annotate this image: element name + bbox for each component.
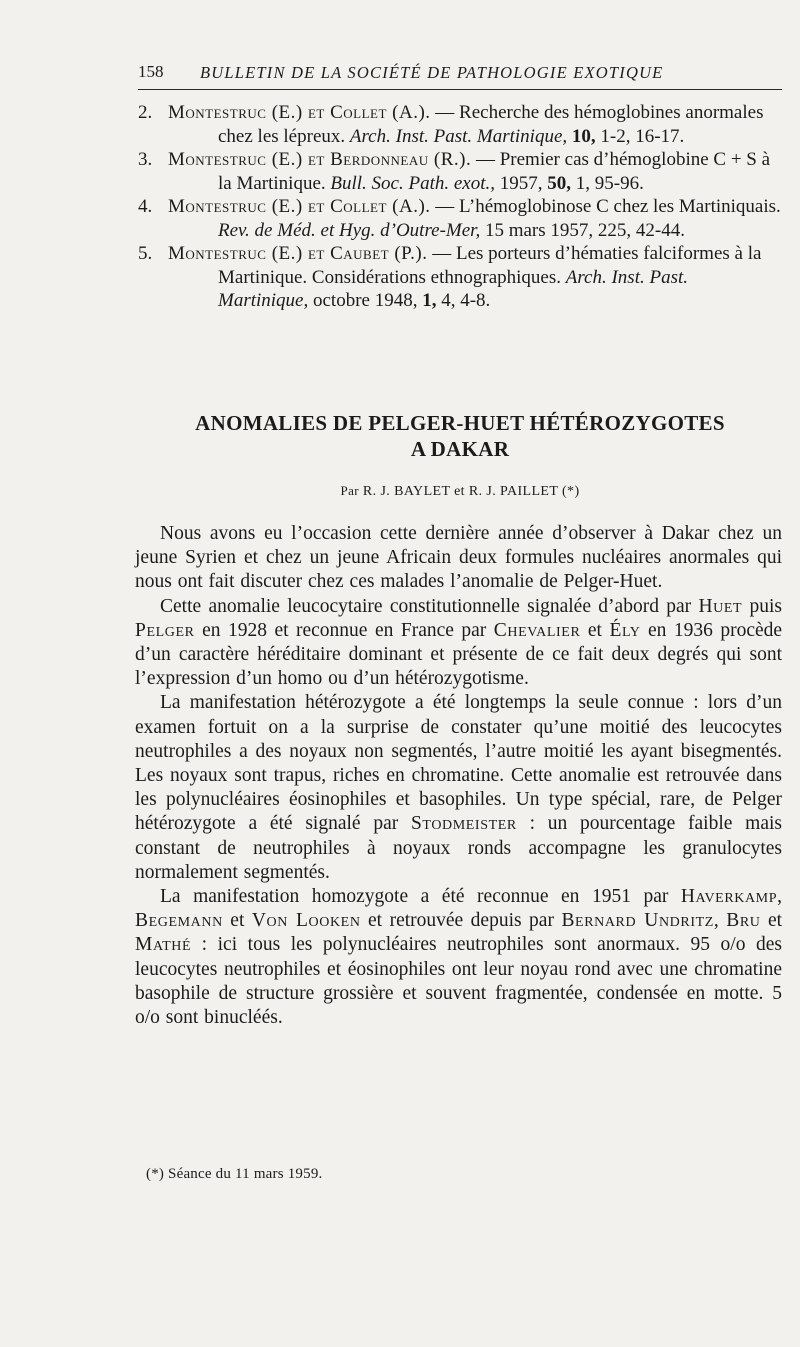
byline-prefix: Par	[340, 483, 359, 498]
reference-details: 4, 4-8.	[441, 290, 491, 311]
reference-source: Rev. de Méd. et Hyg. d’Outre-Mer,	[218, 219, 481, 241]
author-name: Ély	[609, 619, 641, 641]
reference-title: — Premier cas d’hémoglobine C + S à la Martinique.	[218, 149, 771, 194]
reference-year: 1957,	[499, 172, 543, 194]
reference-title: — Les porteurs d’hématies falciformes à la Martinique. Considérations ethnographiques.	[218, 243, 762, 288]
reference-volume: 10,	[571, 125, 596, 147]
author-name: Pelger	[135, 619, 195, 641]
text-run: et retrouvée depuis par	[368, 910, 554, 932]
text-run: La manifestation hétérozygote a été longtemps la seule connue : lors d’un examen fortuit on a la surprise de constater qu’une moitié des leucocytes neutrophiles a des noyaux non segmentés, l’autre moitié les ayant bisegmentés. Les noyaux sont trapus, riches en chromatine. Cette anomalie est retrouvée dans les polynucléaires éosinophiles et basophiles. Un type spécial, rare, de Pelger hétérozygote a été signalé par	[135, 692, 782, 835]
reference-authors: Montestruc (E.) et Collet (A.).	[168, 196, 431, 217]
reference-list	[138, 101, 782, 313]
article-title-line-1: ANOMALIES DE PELGER-HUET HÉTÉROZYGOTES	[195, 411, 725, 435]
text-run: puis	[749, 595, 782, 617]
text-run: en 1936 procède d’un caractère héréditaire dominant et présente de ce fait deux degrés qui sont l’expression d’un homo ou d’un hétérozygotisme.	[135, 619, 783, 690]
text-run: et	[230, 910, 245, 932]
article-body	[135, 522, 782, 1030]
text-run: et	[587, 619, 602, 641]
reference-authors: Montestruc (E.) et Caubet (P.).	[168, 243, 428, 264]
running-head	[138, 60, 780, 86]
author-name: Chevalier	[493, 619, 581, 641]
footnote	[146, 1166, 322, 1183]
reference-number: 2.	[138, 102, 153, 123]
reference-number: 5.	[138, 243, 153, 264]
byline-authors: R. J. BAYLET et R. J. PAILLET	[362, 484, 559, 499]
article-title-line-2: A DAKAR	[410, 437, 510, 461]
text-run: en 1928 et reconnue en France par	[202, 619, 487, 641]
reference-item	[138, 101, 782, 148]
paragraph	[135, 595, 782, 692]
text-run: ,	[777, 886, 782, 908]
text-run: et	[768, 910, 783, 932]
byline-footnote-mark: (*)	[562, 484, 580, 499]
text-run: : ici tous les polynucléaires neutrophiles sont anormaux. 95 o/o des leucocytes neutrophiles et éosinophiles ont leur noyau rond avec une chromatine basophile de structure grossière et souvent fragmentée, condensée en motte. 5 o/o sont binucléés.	[135, 934, 782, 1029]
author-name: Huet	[698, 595, 743, 617]
header-rule	[138, 89, 782, 90]
author-name: Von Looken	[251, 910, 361, 932]
reference-authors: Montestruc (E.) et Berdonneau (R.).	[168, 149, 472, 170]
text-run: ,	[713, 910, 719, 932]
reference-source: Arch. Inst. Past. Martinique,	[349, 125, 568, 147]
reference-title: — L’hémoglobinose C chez les Martiniquais.	[435, 196, 781, 217]
text-run: Cette anomalie leucocytaire constitutionnelle signalée d’abord par	[160, 595, 692, 617]
reference-item	[138, 242, 782, 313]
author-name: Bru	[726, 910, 761, 932]
footnote-mark: (*)	[146, 1166, 165, 1182]
paragraph	[135, 885, 782, 1030]
reference-number: 3.	[138, 149, 153, 170]
reference-details: 1-2, 16-17.	[600, 125, 685, 147]
reference-source: Arch. Inst. Past. Martinique,	[218, 266, 689, 311]
reference-item	[138, 195, 782, 242]
page-number: 158	[138, 62, 164, 81]
text-run: La manifestation homozygote a été reconnue en 1951 par	[160, 886, 669, 908]
author-name: Stodmeister	[410, 813, 517, 835]
author-name: Bernard Undritz	[561, 910, 714, 932]
reference-number: 4.	[138, 196, 153, 217]
reference-date: octobre 1948,	[313, 290, 418, 311]
article-title	[138, 410, 782, 462]
author-name: Begemann	[135, 910, 223, 932]
reference-volume: 50,	[547, 172, 572, 194]
journal-title: BULLETIN DE LA SOCIÉTÉ DE PATHOLOGIE EXOTIQUE	[200, 63, 664, 82]
author-name: Mathé	[135, 934, 192, 956]
text-run: : un pourcentage faible mais constant de neutrophiles à noyaux ronds accompagne les granulocytes normalement segmentés.	[135, 813, 782, 883]
reference-authors: Montestruc (E.) et Collet (A.).	[168, 102, 431, 123]
reference-details: 15 mars 1957, 225, 42-44.	[484, 219, 685, 241]
byline	[138, 483, 782, 500]
paragraph	[135, 691, 782, 885]
reference-title: — Recherche des hémoglobines anormales chez les lépreux.	[218, 102, 764, 147]
reference-source: Bull. Soc. Path. exot.,	[330, 172, 496, 194]
reference-volume: 1,	[422, 290, 437, 311]
author-name: Haverkamp	[680, 886, 778, 908]
footnote-text: Séance du 11 mars 1959.	[168, 1166, 323, 1182]
reference-item	[138, 148, 782, 195]
reference-details: 1, 95-96.	[575, 172, 644, 194]
paragraph: Nous avons eu l’occasion cette dernière année d’observer à Dakar chez un jeune Syrien et chez un jeune Africain deux formules nucléaires anormales qui nous ont fait discuter chez ces malades l’anomalie de Pelger-Huet.	[135, 523, 782, 593]
